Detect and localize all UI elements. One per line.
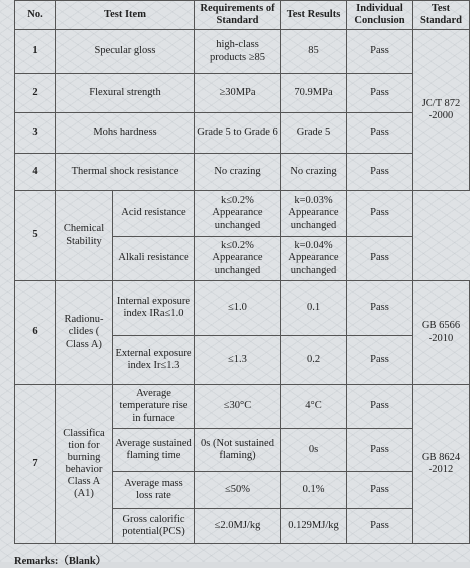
test-result: Grade 5	[281, 113, 347, 154]
test-result: k=0.03% Appearance unchanged	[281, 191, 347, 237]
table-row	[15, 154, 470, 191]
table-row	[15, 74, 470, 113]
header-test-standard: Test Standard	[413, 1, 470, 30]
conclusion: Pass	[347, 237, 413, 281]
conclusion: Pass	[347, 385, 413, 429]
test-subitem: Acid resistance	[113, 191, 195, 237]
test-result: 70.9MPa	[281, 74, 347, 113]
requirement: ≥30MPa	[195, 74, 281, 113]
test-group: Radionu-clides ( Class A)	[56, 281, 113, 385]
requirement: ≤50%	[195, 472, 281, 509]
table-row	[15, 281, 470, 336]
test-item: Mohs hardness	[56, 113, 195, 154]
test-standard: JC/T 872 -2000	[413, 30, 470, 191]
requirement: k≤0.2% Appearance unchanged	[195, 191, 281, 237]
test-standard: GB 8624 -2012	[413, 385, 470, 544]
conclusion: Pass	[347, 154, 413, 191]
row-no: 7	[15, 385, 56, 544]
test-result: 0.1%	[281, 472, 347, 509]
test-standard: GB 6566 -2010	[413, 281, 470, 385]
test-subitem: Average temperature rise in furnace	[113, 385, 195, 429]
test-subitem: Average sustained flaming time	[113, 429, 195, 472]
table-row	[15, 385, 470, 429]
test-result: 4°C	[281, 385, 347, 429]
conclusion: Pass	[347, 509, 413, 544]
test-result: k=0.04% Appearance unchanged	[281, 237, 347, 281]
test-subitem: Average mass loss rate	[113, 472, 195, 509]
table-header-row	[15, 1, 470, 30]
requirement: ≤1.3	[195, 336, 281, 385]
requirement: ≤30°C	[195, 385, 281, 429]
conclusion: Pass	[347, 113, 413, 154]
requirement: Grade 5 to Grade 6	[195, 113, 281, 154]
table-row	[15, 113, 470, 154]
header-requirements: Requirements of Standard	[195, 1, 281, 30]
row-no: 6	[15, 281, 56, 385]
header-test-item: Test Item	[56, 1, 195, 30]
conclusion: Pass	[347, 472, 413, 509]
test-subitem: Gross calorific potential(PCS)	[113, 509, 195, 544]
requirement: ≤2.0MJ/kg	[195, 509, 281, 544]
test-result: 0s	[281, 429, 347, 472]
test-result: 0.129MJ/kg	[281, 509, 347, 544]
requirement: high-class products ≥85	[195, 30, 281, 74]
row-no: 5	[15, 191, 56, 281]
conclusion: Pass	[347, 74, 413, 113]
test-result: 0.2	[281, 336, 347, 385]
test-result: 0.1	[281, 281, 347, 336]
row-no: 2	[15, 74, 56, 113]
test-item: Flexural strength	[56, 74, 195, 113]
conclusion: Pass	[347, 429, 413, 472]
test-result: 85	[281, 30, 347, 74]
test-item: Thermal shock resistance	[56, 154, 195, 191]
conclusion: Pass	[347, 30, 413, 74]
row-no: 1	[15, 30, 56, 74]
conclusion: Pass	[347, 336, 413, 385]
requirement: k≤0.2% Appearance unchanged	[195, 237, 281, 281]
requirement: 0s (Not sustained flaming)	[195, 429, 281, 472]
row-no: 4	[15, 154, 56, 191]
requirement: No crazing	[195, 154, 281, 191]
header-no: No.	[15, 1, 56, 30]
remarks-line: Remarks:（Blank）	[14, 556, 107, 567]
test-subitem: Alkali resistance	[113, 237, 195, 281]
conclusion: Pass	[347, 191, 413, 237]
row-no: 3	[15, 113, 56, 154]
test-subitem: Internal exposure index IRa≤1.0	[113, 281, 195, 336]
test-result: No crazing	[281, 154, 347, 191]
table-row	[15, 30, 470, 74]
test-subitem: External exposure index Ir≤1.3	[113, 336, 195, 385]
table-row	[15, 191, 470, 237]
requirement: ≤1.0	[195, 281, 281, 336]
header-conclusion: Individual Conclusion	[347, 1, 413, 30]
test-results-table	[14, 0, 470, 544]
test-item: Specular gloss	[56, 30, 195, 74]
test-group: Chemical Stability	[56, 191, 113, 281]
header-test-results: Test Results	[281, 1, 347, 30]
conclusion: Pass	[347, 281, 413, 336]
test-group: Classifica tion for burning behavior Class A (A1)	[56, 385, 113, 544]
